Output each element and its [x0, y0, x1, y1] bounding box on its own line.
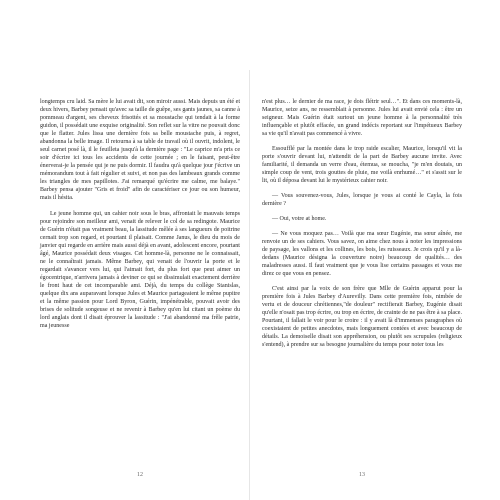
dialogue-line: — Oui, votre at home.	[272, 216, 327, 222]
paragraph: longtemps cru laid. Sa mère le lui avait dit, son miroir aussi. Mais depuis un été et deux hivers, Barbey pensait qu'avec sa taille de guêpe, ses gants jaunes, sa canne à pommeau d'argent, ses cheveux frisottés et sa moustache qui tendait à la forme guidon, il possédait une exquise originalité. Son reflet sur la vitre ne pouvait donc que le flatter. Jules lissa une dernière fois sa belle moustache puis, à regret, abandonna la belle image. Il retourna à sa table de travail où il ouvrit, indolent, le seul carnet posé là, il le feuilleta jusqu'à la dernière page : "Le caprice m'a pris ce soir d'écrire ici tous les accidents de cette journée ; en le faisant, peut-être énerverai-je la pensée qui je ne puis dormir. Il faudra qu'à quelque jour j'écrive un mémorandum tout à fait régulier et suivi, et non pas des lambeaux grands comme les triangles de mes papillotes. J'ai remarqué qu'écrire me calme, me balaye." Barbey pensa ajouter "Gris et froid" afin de caractériser ce jour ou son humeur, mais il hésita.	[40, 99, 240, 201]
left-page	[40, 98, 240, 478]
right-page	[262, 98, 462, 478]
page-number: 12	[137, 472, 143, 478]
paragraph: n'est plus… le dernier de ma race, je dois flétrir seul…". Et dans ces moments-là, Maurice, seize ans, ne ressemblait à personne. Jules lui avait envié cela : être un seigneur. Mais Guérin était surtout un jeune homme à la personnalité très influençable et plutôt effacée, un grand indécis reportant sur l'impétueux Barbey sa vie qu'il n'avait pas commencé à vivre.	[262, 99, 462, 137]
paragraph: Essoufflé par la montée dans le trop raide escalier, Maurice, lorsqu'il vit la porte s'ouvrir devant lui, n'attendit de la part de Barbey aucune invite. Avec familiarité, il demanda un verre d'eau, étemua, se moucha, "je m'en doutais, un simple coup de vent, trois gouttes de pluie, me voilà enrhumé…" et s'assit sur le lit, où il déposa devant lui le mystérieux cahier noir.	[262, 146, 462, 184]
paragraph: Le jeune homme qui, un cahier noir sous le bras, affrontait le mauvais temps pour rejoindre son meilleur ami, venait de relever le col de sa redingote. Maurice de Guérin n'était pas vraiment beau, la lassitude mêlée à ses langueurs de poitrine cernait trop son regard, et pourtant il plaisait. Comme Janus, le dieu du mois de janvier qui regarde en arrière mais aussi déjà en avant, adolescent encore, pourtant âgé, Maurice possédait deux visages. Cet homme-là, personne ne le connaissait, ne le connaîtrait jamais. Même Barbey, qui venait de l'ouvrir la porte et le regardait s'avancer vers lui, qui l'aimait fort, du plus fort que peut aimer un égocentrique, n'arrivera jamais à deviner ce qui se dissimulait exactement derrière le front haut de cet incomparable ami. Déjà, du temps du collège Stanislas, quelque dix ans auparavant lorsque Jules et Maurice partageaient le même pupitre et la même passion pour Lord Byron, Guérin, impénétrable, pouvait avoir des brises de solitude songeuse et ne revenir à Barbey qu'en lui citant un poème du lord anglais dont il disait éprouver la lassitude : "J'ai abandonné ma frêle patrie, ma jeunesse	[40, 211, 240, 329]
dialogue-line: — Ne vous moquez pas… Voilà que ma sœur Eugénie, ma sœur aînée, me renvoie un de ses cahiers. Vous savez, on aime chez nous à noter les impressions de paysage, les vallons et les collines, les bois, les ruisseaux. Je crois qu'il y a là-dedans (Maurice désigna la couverture noire) beaucoup de qualités… des maladresses aussi. Il faut vraiment que je vous lise certains passages et vous me direz ce que vous en pensez.	[262, 231, 462, 277]
dialogue-line: — Vous souvenez-vous, Jules, lorsque je vous ai conté le Cayla, la fois dernière ?	[262, 193, 462, 207]
page-gutter	[249, 70, 250, 500]
right-page-text	[262, 98, 462, 349]
left-page-text	[40, 98, 240, 330]
page-number: 13	[359, 472, 365, 478]
paragraph: C'est ainsi par la voix de son frère que Mlle de Guérin apparut pour la première fois à Jules Barbey d'Aurevilly. Dans cette première fois, nimbée de vertu et de douceur chrétiennes,"de douleur" rectifierait Barbey, Eugénie disait qu'elle n'osait pas trop écrire, ou trop en écrire, de crainte de ne pas être à sa place. Pourtant, il fallait le voir pour le croire : il y avait là d'immenses paragraphes où coexistaient de petites anecdotes, mais longuement contées et avec beaucoup de détails. La demoiselle disait son appréhension, ou plutôt ses scrupules (religieux s'entend), à prendre sur sa besogne journalière du temps pour noter tous les	[262, 286, 462, 348]
